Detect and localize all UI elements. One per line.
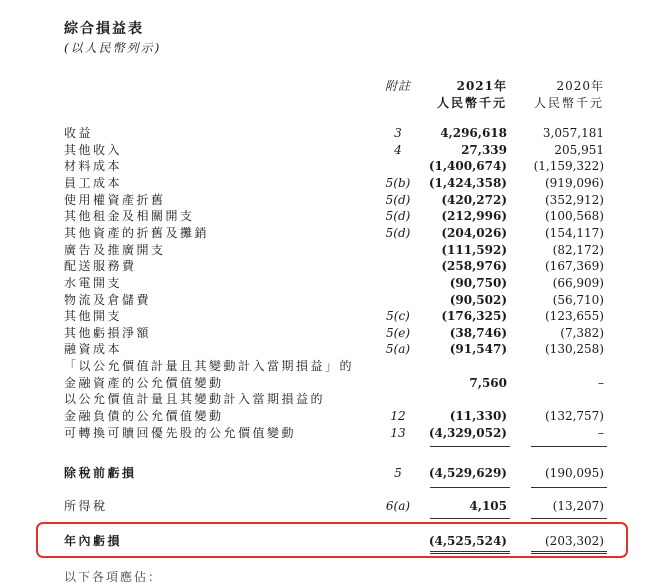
row-note: 5(d) <box>385 209 411 224</box>
row-value-2021: (4,529,629) <box>428 466 507 480</box>
row-label: 水電開支 <box>64 275 123 290</box>
header-note: 附註 <box>384 79 411 93</box>
statement-title: 綜合損益表 <box>64 21 144 37</box>
statement-row <box>0 225 660 242</box>
header-unit-2021: 人民幣千元 <box>436 96 507 110</box>
row-label: 可轉換可贖回優先股的公允價值變動 <box>64 425 297 440</box>
row-label: 除稅前虧損 <box>64 466 137 480</box>
row-note: 12 <box>390 409 406 424</box>
row-value-2021: (176,325) <box>441 309 507 324</box>
row-value-2020: (123,655) <box>545 309 604 324</box>
row-value-2020: (154,117) <box>545 225 604 240</box>
row-label: 「以公允價值計量且其變動計入當期損益」的 <box>64 359 355 374</box>
row-value-2021: (91,547) <box>449 342 507 357</box>
row-value-2020: (919,096) <box>545 175 604 190</box>
row-value-2021: (11,330) <box>449 409 507 424</box>
header-unit-2020: 人民幣千元 <box>533 96 604 110</box>
underline-2021-tax <box>430 518 510 519</box>
row-value-2020: 205,951 <box>554 142 604 157</box>
statement-row <box>0 341 660 358</box>
row-value-2021: (420,272) <box>441 192 507 207</box>
row-label: 所得稅 <box>64 499 108 513</box>
row-value-2021: 4,105 <box>469 499 507 513</box>
row-note: 5(d) <box>385 192 411 207</box>
row-note: 4 <box>394 142 402 157</box>
statement-row <box>0 258 660 275</box>
row-value-2021: 27,339 <box>461 142 507 157</box>
row-label: 金融負債的公允價值變動 <box>64 409 224 424</box>
row-value-2020: 3,057,181 <box>542 126 604 140</box>
statement-row <box>0 125 660 142</box>
row-value-2021: (90,750) <box>449 275 507 290</box>
row-value-2020: (56,710) <box>552 292 604 307</box>
currency-subtitle: (以人民幣列示) <box>64 41 162 55</box>
header-year-2020: 2020年 <box>556 79 604 93</box>
statement-row <box>0 192 660 209</box>
statement-row <box>0 358 660 375</box>
statement-row <box>0 275 660 292</box>
row-value-2020: (190,095) <box>545 466 604 480</box>
row-value-2021: 7,560 <box>469 375 507 390</box>
underline-2020-subtotal <box>531 446 607 447</box>
statement-row <box>0 408 660 425</box>
row-value-2020: (13,207) <box>552 499 604 513</box>
row-value-2021: (4,329,052) <box>428 425 507 440</box>
row-value-2020: (132,757) <box>545 409 604 424</box>
row-value-2020: (100,568) <box>545 209 604 224</box>
row-value-2020: (203,302) <box>545 534 604 548</box>
row-value-2020: (130,258) <box>545 342 604 357</box>
row-value-2021: (4,525,524) <box>428 534 507 548</box>
row-value-2020: (66,909) <box>552 275 604 290</box>
statement-row <box>0 242 660 259</box>
statement-row <box>0 391 660 408</box>
row-value-2020: (1,159,322) <box>533 159 604 174</box>
highlight-box <box>36 522 628 558</box>
row-label: 材料成本 <box>64 159 123 174</box>
statement-row <box>0 142 660 159</box>
row-note: 5(d) <box>385 225 411 240</box>
row-note: 6(a) <box>385 499 411 513</box>
statement-row <box>0 425 660 442</box>
loss-before-tax-row <box>0 465 660 482</box>
row-label: 以公允價值計量且其變動計入當期損益的 <box>64 392 326 407</box>
next-section-heading: 以下各項應佔： <box>64 570 163 584</box>
statement-row <box>0 158 660 175</box>
row-note: 5 <box>394 466 402 480</box>
row-label: 其他收入 <box>64 142 123 157</box>
row-label: 收益 <box>64 126 94 140</box>
row-label: 物流及倉儲費 <box>64 292 152 307</box>
row-note: 5(b) <box>385 175 411 190</box>
underline-2020-lbt <box>531 487 607 488</box>
statement-row <box>0 175 660 192</box>
underline-2021-lbt <box>430 487 510 488</box>
underline-2020-tax <box>531 518 607 519</box>
row-label: 廣告及推廣開支 <box>64 242 166 257</box>
row-note: 3 <box>394 126 402 140</box>
row-note: 5(e) <box>385 325 411 340</box>
row-label: 年內虧損 <box>64 534 123 548</box>
row-value-2020: – <box>598 375 604 390</box>
row-value-2020: (167,369) <box>545 259 604 274</box>
row-note: 5(a) <box>385 342 411 357</box>
row-value-2021: (212,996) <box>441 209 507 224</box>
row-value-2021: (1,424,358) <box>428 175 507 190</box>
row-note: 13 <box>390 425 406 440</box>
row-value-2021: 4,296,618 <box>440 126 507 140</box>
row-value-2021: (38,746) <box>449 325 507 340</box>
row-value-2020: (82,172) <box>552 242 604 257</box>
row-value-2021: (90,502) <box>449 292 507 307</box>
statement-row <box>0 375 660 392</box>
statement-row <box>0 292 660 309</box>
row-value-2020: – <box>598 425 604 440</box>
statement-row <box>0 325 660 342</box>
income-tax-row <box>0 498 660 515</box>
row-value-2020: (7,382) <box>560 325 604 340</box>
row-value-2021: (1,400,674) <box>428 159 507 174</box>
row-value-2020: (352,912) <box>545 192 604 207</box>
row-label: 使用權資產折舊 <box>64 192 166 207</box>
row-label: 其他虧損淨額 <box>64 325 152 340</box>
row-label: 其他資產的折舊及攤銷 <box>64 225 210 240</box>
header-year-2021: 2021年 <box>456 79 507 93</box>
row-label: 員工成本 <box>64 175 123 190</box>
row-label: 配送服務費 <box>64 259 137 274</box>
row-label: 融資成本 <box>64 342 123 357</box>
row-label: 其他租金及相關開支 <box>64 209 195 224</box>
statement-row <box>0 208 660 225</box>
row-label: 金融資產的公允價值變動 <box>64 375 224 390</box>
row-label: 其他開支 <box>64 309 123 324</box>
statement-row <box>0 308 660 325</box>
row-value-2021: (111,592) <box>441 242 507 257</box>
row-note: 5(c) <box>386 309 410 324</box>
row-value-2021: (258,976) <box>441 259 507 274</box>
underline-2021-subtotal <box>430 446 510 447</box>
row-value-2021: (204,026) <box>441 225 507 240</box>
